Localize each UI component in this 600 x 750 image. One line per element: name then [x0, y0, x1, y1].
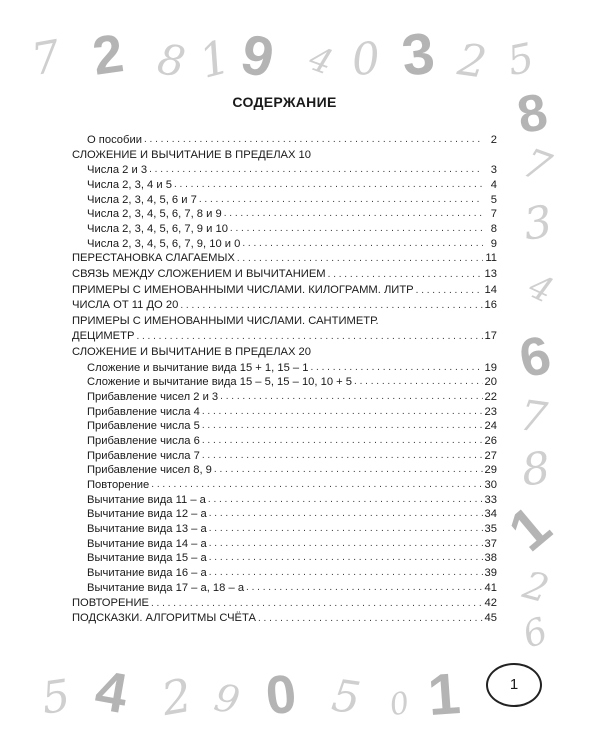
toc-entry-title: Вычитание вида 15 – а — [87, 552, 207, 565]
decor-digit-right-5: 6 — [514, 324, 556, 390]
toc-entry — [72, 390, 497, 405]
toc-entry-title: Прибавление числа 6 — [87, 434, 200, 447]
toc-entry — [72, 361, 497, 376]
toc-entry — [72, 405, 497, 420]
decor-digit-right-9: 2 — [518, 562, 554, 612]
toc-entry-page: 17 — [484, 330, 497, 343]
toc-entry-title: СЛОЖЕНИЕ И ВЫЧИТАНИЕ В ПРЕДЕЛАХ 20 — [72, 345, 312, 358]
toc-entry — [72, 566, 497, 581]
toc-leader-dots — [208, 493, 483, 508]
toc-entry-title: О пособии — [87, 133, 142, 146]
toc-leader-dots — [328, 267, 483, 283]
toc-entry — [72, 463, 497, 478]
toc-entry — [72, 237, 497, 252]
toc-entry — [72, 596, 497, 612]
toc-entry-title: Вычитание вида 14 – а — [87, 537, 207, 550]
toc-entry-page: 9 — [490, 237, 497, 250]
decor-digit-right-6: 7 — [516, 390, 551, 443]
toc-entry-page: 14 — [484, 283, 497, 296]
toc-entry-page: 22 — [484, 390, 497, 403]
toc-leader-dots — [174, 178, 483, 193]
toc-leader-dots — [258, 611, 483, 627]
toc-entry-page: 7 — [490, 208, 497, 221]
toc-entry — [72, 267, 497, 283]
toc-entry — [72, 148, 497, 164]
decor-digit-top-2: 2 — [88, 23, 128, 87]
toc-entry — [72, 537, 497, 552]
decor-digit-right-10: 6 — [517, 610, 554, 657]
toc-entry — [72, 493, 497, 508]
toc-entry-title: Числа 2, 3, 4, 5, 6 и 7 — [87, 193, 197, 206]
toc-entry — [72, 507, 497, 522]
toc-entry — [72, 329, 497, 345]
toc-entry-page: 2 — [490, 133, 497, 146]
toc-entry-title: ПРИМЕРЫ С ИМЕНОВАННЫМИ ЧИСЛАМИ. САНТИМЕТР. — [72, 314, 379, 327]
toc-leader-dots — [237, 251, 483, 267]
toc-entry-title: Сложение и вычитание вида 15 + 1, 15 – 1 — [87, 361, 309, 374]
page-title: СОДЕРЖАНИЕ — [232, 94, 337, 110]
decor-digit-top-1: 7 — [27, 30, 65, 87]
toc-entry-page: 13 — [484, 268, 497, 280]
toc-entry-title: Сложение и вычитание вида 15 – 5, 15 – 10, 10 + 5 — [87, 376, 353, 389]
toc-entry-title: ЧИСЛА ОТ 11 ДО 20 — [72, 299, 179, 312]
decor-digit-top-10: 5 — [503, 34, 538, 86]
toc-entry-title: СВЯЗЬ МЕЖДУ СЛОЖЕНИЕМ И ВЫЧИТАНИЕМ — [72, 268, 326, 280]
toc-entry-title: Вычитание вида 11 – а — [87, 493, 206, 506]
decor-digit-right-7: 8 — [519, 442, 553, 497]
toc-leader-dots — [220, 390, 482, 405]
page-number: 1 — [486, 663, 542, 707]
toc-entry — [72, 345, 497, 361]
toc-entry-title: Вычитание вида 16 – а — [87, 567, 207, 580]
toc-entry-title: Вычитание вида 12 – а — [87, 508, 207, 521]
toc-entry-page: 38 — [484, 552, 497, 565]
toc-leader-dots — [180, 298, 482, 314]
decor-digit-bottom-4: 9 — [210, 674, 244, 724]
toc-entry — [72, 581, 497, 596]
toc-entry-page: 26 — [484, 434, 497, 447]
decor-digit-bottom-6: 5 — [328, 670, 364, 725]
toc-leader-dots — [242, 237, 483, 252]
toc-leader-dots — [151, 478, 482, 493]
toc-leader-dots — [209, 566, 483, 581]
toc-entry-page: 45 — [484, 612, 497, 625]
toc-entry-title: Прибавление числа 4 — [87, 405, 200, 418]
toc-entry-page: 3 — [490, 164, 497, 177]
toc-entry-title: СЛОЖЕНИЕ И ВЫЧИТАНИЕ В ПРЕДЕЛАХ 10 — [72, 148, 312, 161]
toc-entry-page: 39 — [484, 567, 497, 580]
toc-entry-title: Числа 2, 3, 4 и 5 — [87, 178, 172, 191]
toc-entry-title: Вычитание вида 17 – а, 18 – а — [87, 581, 245, 594]
toc-entry-title: Числа 2, 3, 4, 5, 6, 7, 9 и 10 — [87, 223, 228, 236]
toc-entry-page: 16 — [484, 299, 497, 312]
toc-leader-dots — [209, 522, 483, 537]
toc-entry-title: ДЕЦИМЕТР — [72, 330, 135, 343]
toc-entry-title: ПЕРЕСТАНОВКА СЛАГАЕМЫХ — [72, 252, 235, 265]
toc-entry-title: Вычитание вида 13 – а — [87, 523, 207, 536]
toc-leader-dots — [416, 283, 483, 299]
toc-leader-dots — [354, 375, 483, 390]
decor-digit-top-6: 4 — [303, 38, 338, 84]
decor-digit-bottom-1: 5 — [38, 670, 74, 725]
decor-digit-bottom-5: 0 — [262, 663, 300, 727]
decor-digit-right-8: 1 — [496, 493, 564, 564]
toc-leader-dots — [310, 361, 482, 376]
toc-entry-page: 5 — [490, 193, 497, 206]
toc-leader-dots — [202, 405, 483, 420]
decor-digit-top-7: 0 — [349, 32, 383, 87]
toc-entry-page: 42 — [484, 596, 497, 609]
decor-digit-bottom-3: 2 — [157, 667, 196, 727]
toc-entry-page: 41 — [484, 581, 497, 594]
toc-entry-title: Числа 2 и 3 — [87, 164, 148, 177]
toc-entry-title: Повторение — [87, 479, 150, 492]
toc-entry-title: Прибавление числа 5 — [87, 420, 200, 433]
toc-entry — [72, 552, 497, 567]
toc-entry-page: 27 — [484, 449, 497, 462]
toc-entry — [72, 449, 497, 464]
toc-leader-dots — [144, 133, 483, 148]
toc-entry — [72, 251, 497, 267]
toc-entry-title: Прибавление числа 7 — [87, 449, 200, 462]
decor-digit-top-8: 3 — [398, 20, 438, 89]
toc-entry — [72, 163, 497, 178]
toc-leader-dots — [199, 193, 483, 208]
toc-entry-page: 11 — [485, 252, 497, 265]
decor-digit-top-9: 2 — [454, 34, 490, 89]
toc-leader-dots — [214, 463, 483, 478]
toc-leader-dots — [224, 207, 483, 222]
toc-leader-dots — [209, 507, 483, 522]
toc-entry-page: 35 — [484, 523, 497, 536]
toc-entry-title: ПРИМЕРЫ С ИМЕНОВАННЫМИ ЧИСЛАМИ. КИЛОГРАММ. ЛИТР — [72, 283, 414, 296]
toc-leader-dots — [149, 163, 483, 178]
toc-entry-page: 30 — [484, 479, 497, 492]
toc-entry — [72, 133, 497, 148]
toc-entry-page: 23 — [484, 405, 497, 418]
decor-digit-top-4: 1 — [193, 29, 236, 89]
toc-entry — [72, 222, 497, 237]
toc-entry — [72, 419, 497, 434]
toc-entry — [72, 434, 497, 449]
toc-leader-dots — [230, 222, 483, 237]
toc-leader-dots — [209, 537, 483, 552]
decor-digit-top-5: 9 — [235, 21, 280, 90]
toc-entry — [72, 207, 497, 222]
decor-digit-right-2: 7 — [516, 140, 557, 192]
table-of-contents — [72, 133, 497, 627]
toc-entry — [72, 298, 497, 314]
toc-entry-page: 37 — [484, 537, 497, 550]
toc-entry — [72, 478, 497, 493]
toc-entry-title: Прибавление чисел 2 и 3 — [87, 390, 219, 403]
decor-digit-right-4: 4 — [522, 266, 560, 312]
toc-entry-title: Числа 2, 3, 4, 5, 6, 7, 9, 10 и 0 — [87, 237, 241, 250]
toc-leader-dots — [209, 551, 483, 566]
toc-leader-dots — [202, 434, 483, 449]
toc-entry-title: ПОДСКАЗКИ. АЛГОРИТМЫ СЧЁТА — [72, 612, 256, 625]
toc-entry-page: 4 — [490, 178, 497, 191]
decor-digit-bottom-7: 0 — [387, 685, 412, 724]
toc-entry — [72, 522, 497, 537]
toc-entry-page: 20 — [484, 376, 497, 389]
decor-digit-top-3: 8 — [154, 34, 189, 87]
toc-entry-title: Прибавление чисел 8, 9 — [87, 464, 212, 477]
decor-digit-right-1: 8 — [513, 82, 552, 146]
toc-leader-dots — [202, 449, 483, 464]
toc-entry-page: 34 — [484, 508, 497, 521]
toc-entry-title: Числа 2, 3, 4, 5, 6, 7, 8 и 9 — [87, 208, 222, 221]
toc-entry — [72, 375, 497, 390]
decor-digit-right-3: 3 — [520, 196, 556, 251]
toc-entry-page: 29 — [484, 464, 497, 477]
toc-leader-dots — [136, 329, 482, 345]
toc-entry — [72, 314, 497, 330]
toc-entry — [72, 193, 497, 208]
decor-digit-bottom-2: 4 — [90, 657, 133, 726]
toc-entry-title: ПОВТОРЕНИЕ — [72, 596, 149, 609]
toc-leader-dots — [151, 596, 483, 612]
toc-leader-dots — [202, 419, 483, 434]
toc-entry-page: 33 — [484, 493, 497, 506]
toc-entry — [72, 178, 497, 193]
toc-entry — [72, 283, 497, 299]
decor-digit-bottom-8: 1 — [425, 660, 463, 729]
toc-entry-page: 8 — [490, 223, 497, 236]
toc-leader-dots — [246, 581, 483, 596]
toc-entry-page: 19 — [484, 361, 497, 374]
toc-entry-page: 24 — [484, 420, 497, 433]
toc-entry — [72, 611, 497, 627]
